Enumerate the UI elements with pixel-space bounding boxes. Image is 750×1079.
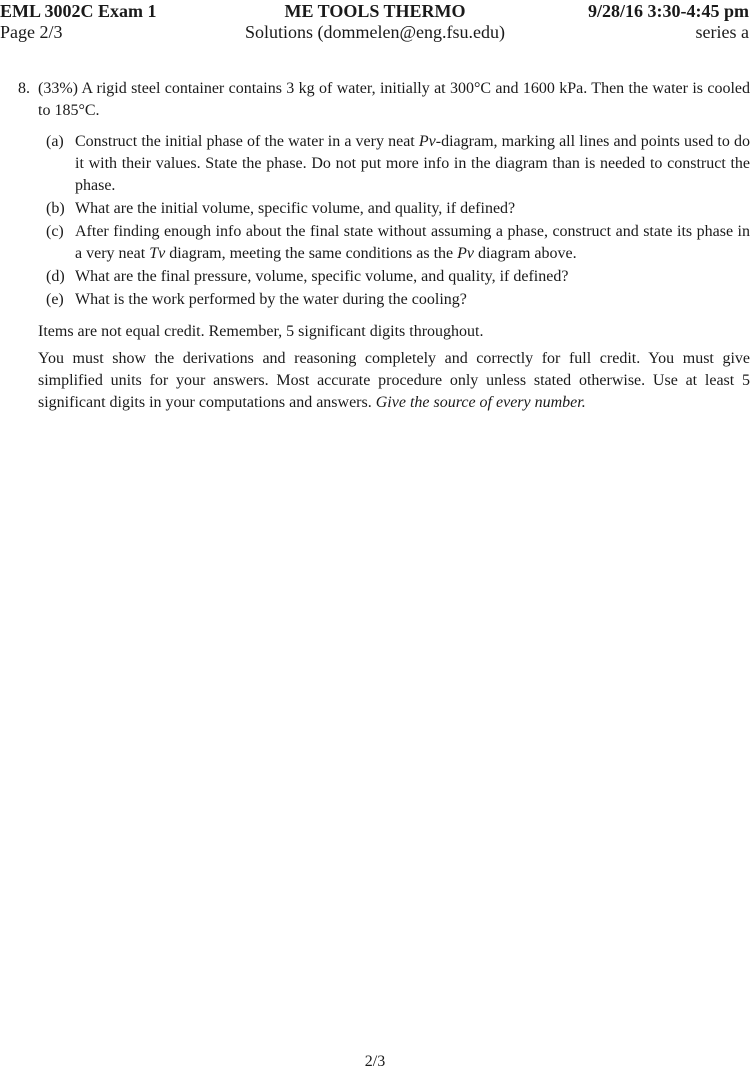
footer-page-indicator: 2/3 [364, 1053, 386, 1070]
part-label: (b) [46, 200, 65, 217]
question-parts [38, 131, 750, 311]
page-header [0, 0, 750, 43]
part-text-segment: diagram, meeting the same conditions as the [165, 245, 458, 262]
course-exam-title: EML 3002C Exam 1 [0, 1, 157, 21]
part-text-segment: What are the final pressure, volume, specific volume, and quality, if defined? [75, 268, 569, 285]
part-label: (a) [46, 133, 64, 150]
instructions-text: You must show the derivations and reasoning completely and correctly for full credit. You must give simplified units for your answers. Most accurate procedure only unless stated otherwise. Use at least 5 significant digits in your computations and answers. [38, 350, 750, 411]
question-part-d [38, 266, 750, 288]
question-part-b [38, 198, 750, 220]
math-symbol-Pv: Pv [457, 245, 474, 262]
part-text-segment: Construct the initial phase of the water in a very neat [75, 133, 419, 150]
part-text-segment: What are the initial volume, specific volume, and quality, if defined? [75, 200, 516, 217]
exam-subject-title: ME TOOLS THERMO [284, 1, 466, 21]
question-body [38, 78, 750, 414]
grading-note: Items are not equal credit. Remember, 5 significant digits throughout. [38, 323, 484, 340]
header-right [588, 1, 749, 43]
question-part-a [38, 131, 750, 197]
question-intro: (33%) A rigid steel container contains 3 kg of water, initially at 300°C and 1600 kPa. Then the water is cooled to 185°C. [38, 80, 750, 119]
part-text-segment: What is the work performed by the water during the cooling? [75, 291, 467, 308]
question-part-e [38, 289, 750, 311]
page-number-label: Page 2/3 [0, 22, 63, 42]
exam-datetime: 9/28/16 3:30-4:45 pm [588, 1, 749, 21]
instructions-emphasis: Give the source of every number. [375, 394, 586, 411]
question-number: 8. [18, 80, 30, 97]
part-text [75, 289, 750, 311]
part-text-segment: After finding enough info about the final state without assuming a phase, construct and state its phase in a very neat [75, 223, 750, 262]
part-text [75, 266, 750, 288]
part-text-segment: -diagram, marking all lines and points used to do it with their values. State the phase. Do not put more info in the diagram than is needed to construct the phase. [75, 133, 750, 194]
part-text-segment: diagram above. [473, 245, 577, 262]
math-symbol-Tv: Tv [149, 245, 166, 262]
part-text [75, 221, 750, 265]
question-part-c [38, 221, 750, 265]
instructions-note [38, 348, 750, 414]
question-8 [0, 78, 750, 414]
series-label: series a [695, 22, 749, 42]
part-label: (d) [46, 268, 65, 285]
math-symbol-Pv: Pv [418, 133, 436, 150]
part-text [75, 131, 750, 197]
part-label: (c) [46, 223, 64, 240]
part-label: (e) [46, 291, 64, 308]
solutions-contact: Solutions (dommelen@eng.fsu.edu) [244, 22, 506, 42]
part-text [75, 198, 750, 220]
